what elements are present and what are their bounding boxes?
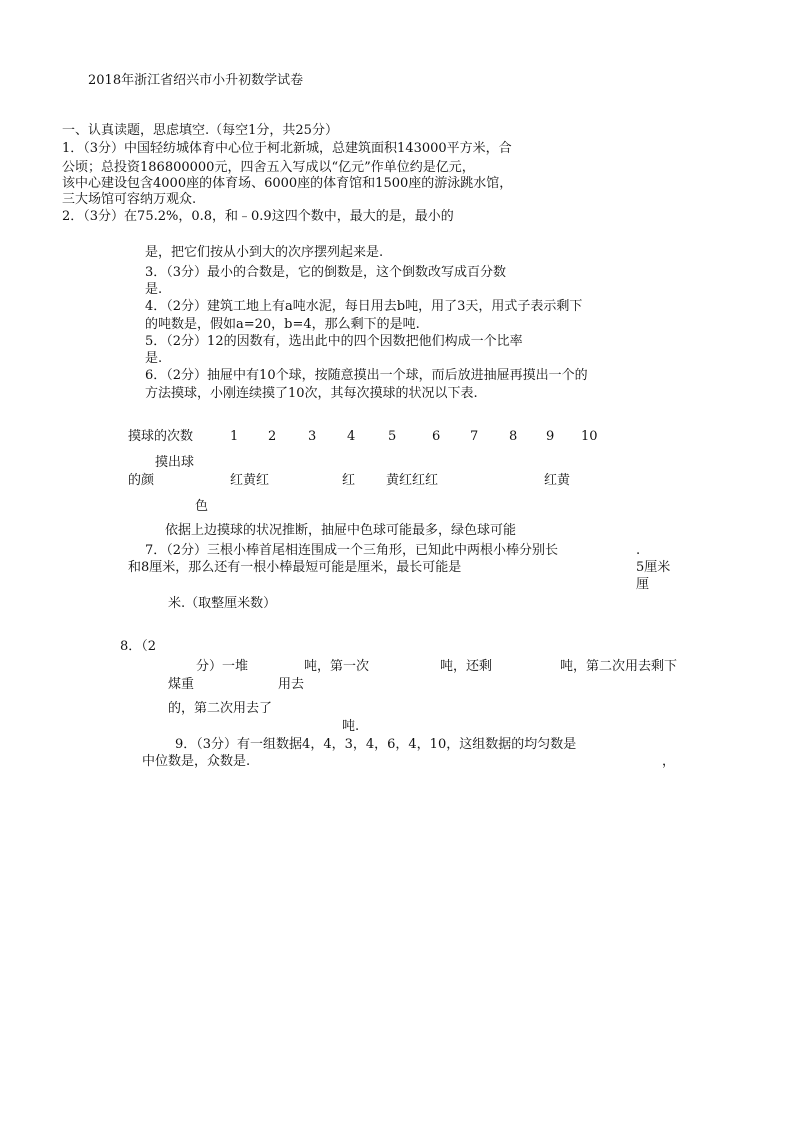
table-number: 4: [347, 429, 356, 444]
q1-line-1: 1．（3分）中国轻纺城体育中心位于柯北新城，总建筑面积143000平方米，合: [62, 141, 512, 156]
q7-right-1: 5厘米: [636, 560, 671, 575]
q2-line-2: 是，把它们按从小到大的次序摆列起来是.: [145, 245, 384, 260]
table-number: 8: [509, 429, 518, 444]
table-cell-colors: 红黄: [544, 473, 571, 488]
q1-line-4: 三大场馆可容纳万观众.: [62, 192, 197, 207]
table-row-label-3: 色: [195, 499, 209, 514]
q6-line-2: 方法摸球，小刚连续摸了10次，其每次摸球的状况以下表.: [145, 386, 478, 401]
q7-line-2: 和8厘米，那么还有一根小棒最短可能是厘米，最长可能是: [128, 560, 462, 575]
q7-right-2: 厘: [636, 577, 650, 592]
table-number: 6: [432, 429, 441, 444]
q8-part-g: 的，第二次用去了: [168, 701, 273, 716]
q8-start: 8．（2: [120, 639, 157, 654]
q1-line-2: 公顷；总投资186800000元，四舍五入写成以“亿元”作单位约是亿元，: [62, 160, 475, 175]
q8-part-d: 用去: [278, 677, 305, 692]
q3-line-2: 是.: [145, 282, 163, 297]
q6-line-1: 6．（2分）抽屉中有10个球，按随意摸出一个球，而后放进抽屉再摸出一个的: [145, 368, 588, 383]
table-row-label-1: 摸出球: [155, 455, 195, 470]
table-number: 10: [581, 429, 598, 444]
table-cell-colors: 黄红红红: [386, 473, 439, 488]
table-row-label-2: 的颜: [128, 473, 155, 488]
table-number: 9: [546, 429, 555, 444]
q8-part-c: 吨，第一次: [304, 659, 370, 674]
q7-line-3: 米.（取整厘米数）: [168, 596, 277, 611]
q1-line-3: 该中心建设包含4000座的体育场、6000座的体育馆和1500座的游泳跳水馆，: [62, 176, 513, 191]
q8-part-h: 吨.: [342, 719, 360, 734]
table-header-label: 摸球的次数: [128, 429, 194, 444]
q8-part-a: 分）一堆: [196, 659, 249, 674]
section-heading: 一、认真读题，思虑填空.（每空1分，共25分）: [62, 123, 338, 138]
q8-part-e: 吨，还剩: [440, 659, 493, 674]
table-number: 1: [230, 429, 239, 444]
q5-line-2: 是.: [145, 351, 163, 366]
q8-part-f: 吨，第二次用去剩下: [560, 659, 678, 674]
q4-line-2: 的吨数是，假如a=20，b=4，那么剩下的是吨.: [145, 317, 420, 332]
table-cell-colors: 红黄红: [230, 473, 270, 488]
q6-conclusion: 依据上边摸球的状况推断，抽屉中色球可能最多，绿色球可能: [165, 523, 517, 538]
table-cell-colors: 红: [342, 473, 356, 488]
q3-line-1: 3．（3分）最小的合数是，它的倒数是，这个倒数改写成百分数: [145, 265, 507, 280]
table-number: 3: [308, 429, 317, 444]
table-number: 2: [268, 429, 277, 444]
q7-dot: .: [636, 543, 641, 558]
q2-line-1: 2．（3分）在75.2%，0.8，和﹣0.9这四个数中，最大的是，最小的: [62, 209, 454, 224]
q8-part-b: 煤重: [168, 677, 195, 692]
q9-line-1: 9．（3分）有一组数据4，4，3，4，6，4，10，这组数据的均匀数是: [175, 737, 577, 752]
table-number: 5: [388, 429, 397, 444]
q9-comma: ，: [662, 754, 676, 769]
q9-line-2: 中位数是，众数是.: [142, 754, 251, 769]
exam-title: 2018年浙江省绍兴市小升初数学试卷: [88, 73, 304, 88]
table-number: 7: [470, 429, 479, 444]
q4-line-1: 4．（2分）建筑工地上有a吨水泥，每日用去b吨，用了3天，用式子表示剩下: [145, 299, 583, 314]
q5-line-1: 5．（2分）12的因数有，选出此中的四个因数把他们构成一个比率: [145, 334, 523, 349]
q7-line-1: 7．（2分）三根小棒首尾相连围成一个三角形，已知此中两根小棒分别长: [145, 543, 559, 558]
